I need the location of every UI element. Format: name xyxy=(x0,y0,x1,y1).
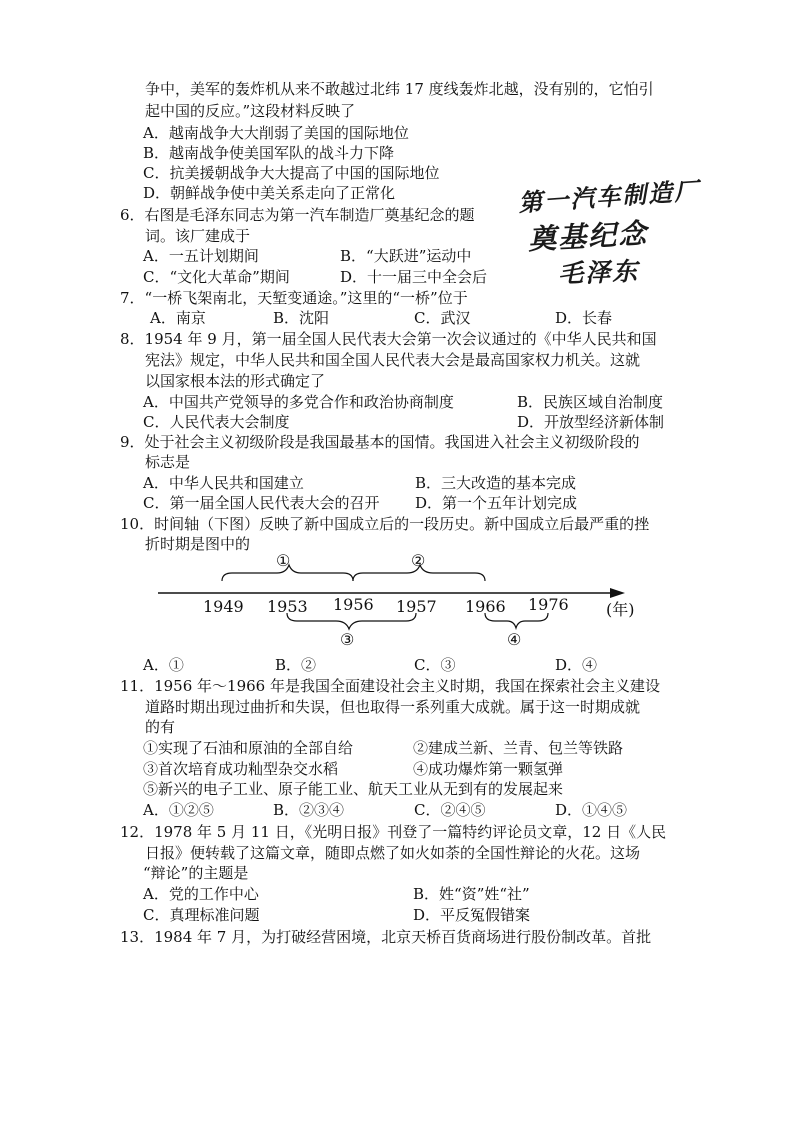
q7-option-d: D．长春 xyxy=(555,309,613,327)
q10-option-a: A．① xyxy=(143,656,184,674)
q8-stem-line-1: 8．1954 年 9 月，第一届全国人民代表大会第一次会议通过的《中华人民共和国 xyxy=(120,330,657,348)
q12-option-c: C．真理标准问题 xyxy=(143,906,260,924)
q11-option-b: B．②③④ xyxy=(273,801,345,819)
q10-option-d: D．④ xyxy=(555,656,598,674)
q11-option-d: D．①④⑤ xyxy=(555,801,628,819)
q12-stem-line-1: 12．1978 年 5 月 11 日，《光明日报》刊登了一篇特约评论员文章，12 日《人民 xyxy=(120,823,667,841)
timeline-year-1957: 1957 xyxy=(396,597,437,616)
q7-option-a: A．南京 xyxy=(150,309,206,327)
calligraphy-inscription-image xyxy=(514,175,701,289)
q11-stem-line-2: 道路时期出现过曲折和失误，但也取得一系列重大成就。属于这一时期成就 xyxy=(145,698,641,716)
q5-option-b: B．越南战争使美国军队的战斗力下降 xyxy=(143,144,395,162)
q8-option-c: C．人民代表大会制度 xyxy=(143,413,290,431)
q7-option-b: B．沈阳 xyxy=(273,309,330,327)
q11-item-5: ⑤新兴的电子工业、原子能工业、航天工业从无到有的发展起来 xyxy=(143,780,564,798)
calligraphy-line-1: 第一汽车制造厂 xyxy=(517,175,701,218)
timeline-brace-label-3: ③ xyxy=(340,630,355,649)
q9-option-b: B．三大改造的基本完成 xyxy=(415,474,577,492)
q12-option-b: B．姓“资”姓“社” xyxy=(413,885,530,903)
q6-option-c: C．“文化大革命”期间 xyxy=(143,268,290,286)
timeline-arrow xyxy=(610,588,625,598)
q8-option-d: D．开放型经济新体制 xyxy=(517,413,665,431)
q11-item-3: ③首次培育成功籼型杂交水稻 xyxy=(143,760,339,778)
q7-option-c: C．武汉 xyxy=(414,309,471,327)
q6-stem-line-1: 6．右图是毛泽东同志为第一汽车制造厂奠基纪念的题 xyxy=(120,206,475,224)
q9-stem-line-1: 9．处于社会主义初级阶段是我国最基本的国情。我国进入社会主义初级阶段的 xyxy=(120,433,640,451)
q9-stem-line-2: 标志是 xyxy=(145,453,191,471)
q8-option-b: B．民族区域自治制度 xyxy=(517,393,664,411)
timeline-year-1966: 1966 xyxy=(465,597,506,616)
q12-option-a: A．党的工作中心 xyxy=(143,885,259,903)
q5-stem-line-1: 争中，美军的轰炸机从来不敢越过北纬 17 度线轰炸北越，没有别的，它怕引 xyxy=(145,80,654,98)
timeline-brace-label-2: ② xyxy=(411,551,426,570)
q11-item-1: ①实现了石油和原油的全部自给 xyxy=(143,739,354,757)
timeline-year-1953: 1953 xyxy=(267,597,308,616)
timeline-brace-label-4: ④ xyxy=(507,630,522,649)
timeline-figure xyxy=(150,545,650,655)
q6-option-b: B．“大跃进”运动中 xyxy=(340,247,472,265)
q11-option-a: A．①②⑤ xyxy=(143,801,214,819)
q5-option-d: D．朝鲜战争使中美关系走向了正常化 xyxy=(143,184,396,202)
timeline-brace-label-1: ① xyxy=(276,551,291,570)
timeline-year-1949: 1949 xyxy=(203,597,244,616)
timeline-year-1956: 1956 xyxy=(333,595,374,614)
q11-stem-line-1: 11．1956 年～1966 年是我国全面建设社会主义时期，我国在探索社会主义建设 xyxy=(120,677,660,695)
q5-option-c: C．抗美援朝战争大大提高了中国的国际地位 xyxy=(143,164,440,182)
timeline-unit: (年) xyxy=(606,600,635,619)
q10-stem-line-2: 折时期是图中的 xyxy=(145,535,251,553)
q10-option-c: C．③ xyxy=(414,656,456,674)
q7-stem: 7．“一桥飞架南北，天堑变通途。”这里的“一桥”位于 xyxy=(120,289,468,307)
q5-option-a: A．越南战争大大削弱了美国的国际地位 xyxy=(143,124,409,142)
q8-option-a: A．中国共产党领导的多党合作和政治协商制度 xyxy=(143,393,454,411)
q10-option-b: B．② xyxy=(275,656,317,674)
q11-option-c: C．②④⑤ xyxy=(414,801,486,819)
q6-option-a: A．一五计划期间 xyxy=(143,247,259,265)
q9-option-d: D．第一个五年计划完成 xyxy=(415,494,578,512)
q11-stem-line-3: 的有 xyxy=(145,718,176,736)
q12-option-d: D．平反冤假错案 xyxy=(413,906,531,924)
q13-stem-line-1: 13．1984 年 7 月，为打破经营困境，北京天桥百货商场进行股份制改革。首批 xyxy=(120,928,652,946)
q6-option-d: D．十一届三中全会后 xyxy=(340,268,488,286)
q12-stem-line-3: “辩论”的主题是 xyxy=(143,864,249,882)
timeline-year-1976: 1976 xyxy=(528,595,569,614)
q6-stem-line-2: 词。该厂建成于 xyxy=(145,227,251,245)
q9-option-a: A．中华人民共和国建立 xyxy=(143,474,304,492)
q11-item-4: ④成功爆炸第一颗氢弹 xyxy=(413,760,564,778)
q5-stem-line-2: 起中国的反应。”这段材料反映了 xyxy=(145,102,356,120)
q12-stem-line-2: 日报》便转载了这篇文章，随即点燃了如火如荼的全国性辩论的火花。这场 xyxy=(145,844,641,862)
calligraphy-line-2: 奠基纪念 xyxy=(527,216,649,257)
q10-stem-line-1: 10．时间轴（下图）反映了新中国成立后的一段历史。新中国成立后最严重的挫 xyxy=(120,515,650,533)
q8-stem-line-2: 宪法》规定，中华人民共和国全国人民代表大会是最高国家权力机关。这就 xyxy=(145,351,641,369)
q11-item-2: ②建成兰新、兰青、包兰等铁路 xyxy=(413,739,624,757)
calligraphy-signature: 毛泽东 xyxy=(557,256,640,289)
q8-stem-line-3: 以国家根本法的形式确定了 xyxy=(145,372,326,390)
q9-option-c: C．第一届全国人民代表大会的召开 xyxy=(143,494,380,512)
